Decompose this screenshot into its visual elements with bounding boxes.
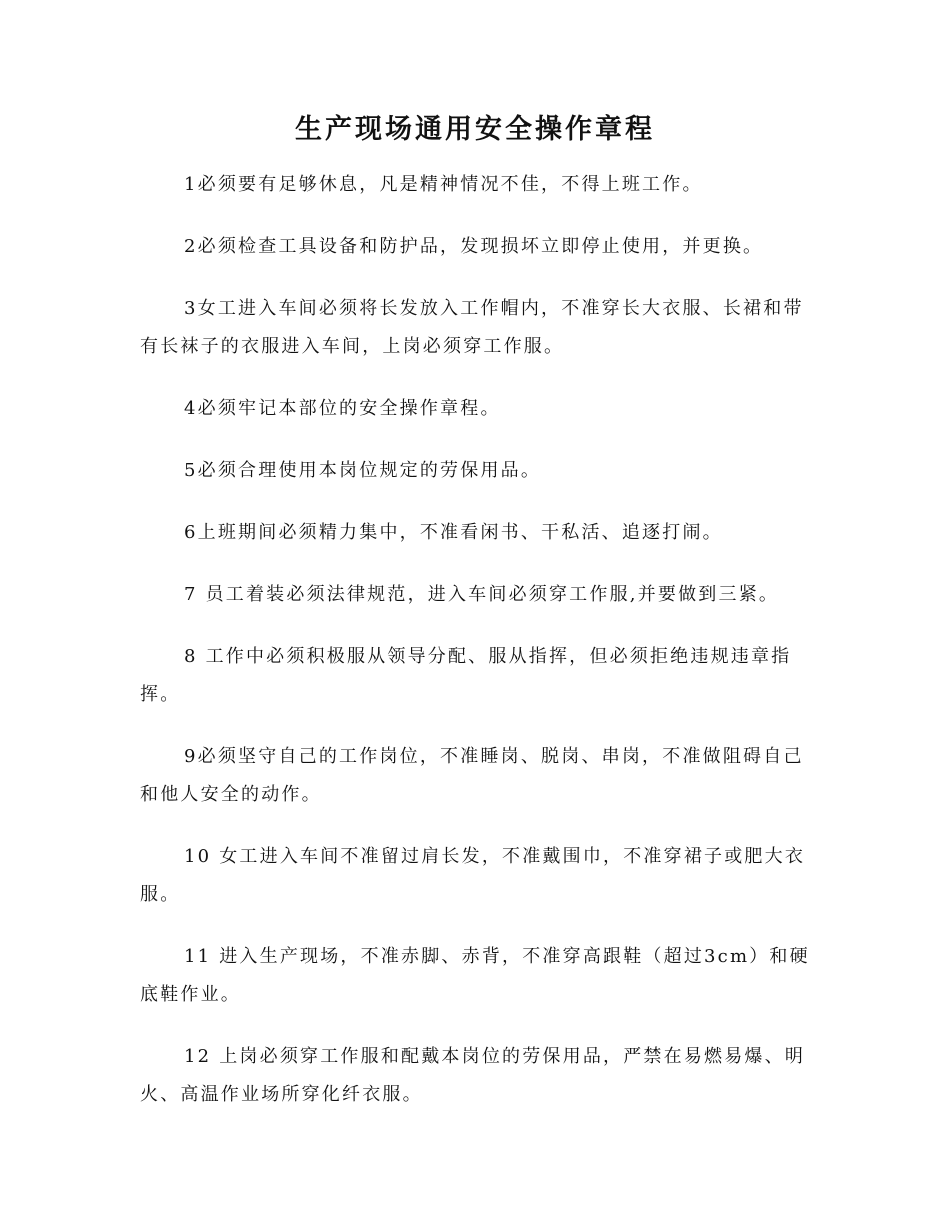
rule-paragraph-7: 7 员工着装必须法律规范，进入车间必须穿工作服,并要做到三紧。 [184,584,780,605]
document-body [140,166,812,1138]
document-title: 生产现场通用安全操作章程 [295,114,655,145]
rule-paragraph-8: 8 工作中必须积极服从领导分配、服从指挥，但必须拒绝违规违章指挥。 [140,646,792,705]
rule-paragraph-2: 2必须检查工具设备和防护品，发现损坏立即停止使用，并更换。 [184,236,764,257]
rule-paragraph-10: 10 女工进入车间不准留过肩长发，不准戴围巾，不准穿裙子或肥大衣服。 [140,846,806,905]
rule-paragraph-12: 12 上岗必须穿工作服和配戴本岗位的劳保用品，严禁在易燃易爆、明火、高温作业场所穿化纤衣服。 [140,1046,806,1105]
rule-paragraph-9: 9必须坚守自己的工作岗位，不准睡岗、脱岗、串岗，不准做阻碍自己和他人安全的动作。 [140,746,804,805]
rule-paragraph-4: 4必须牢记本部位的安全操作章程。 [184,398,501,419]
rule-paragraph-1: 1必须要有足够休息，凡是精神情况不佳，不得上班工作。 [184,174,703,195]
rule-paragraph-11: 11 进入生产现场，不准赤脚、赤背，不准穿高跟鞋（超过3cm）和硬底鞋作业。 [140,946,810,1005]
rule-paragraph-6: 6上班期间必须精力集中，不准看闲书、干私活、追逐打闹。 [184,522,723,543]
rule-paragraph-3: 3女工进入车间必须将长发放入工作帽内，不准穿长大衣服、长裙和带有长袜子的衣服进入车间，上岗必须穿工作服。 [140,298,804,357]
rule-paragraph-5: 5必须合理使用本岗位规定的劳保用品。 [184,460,542,481]
